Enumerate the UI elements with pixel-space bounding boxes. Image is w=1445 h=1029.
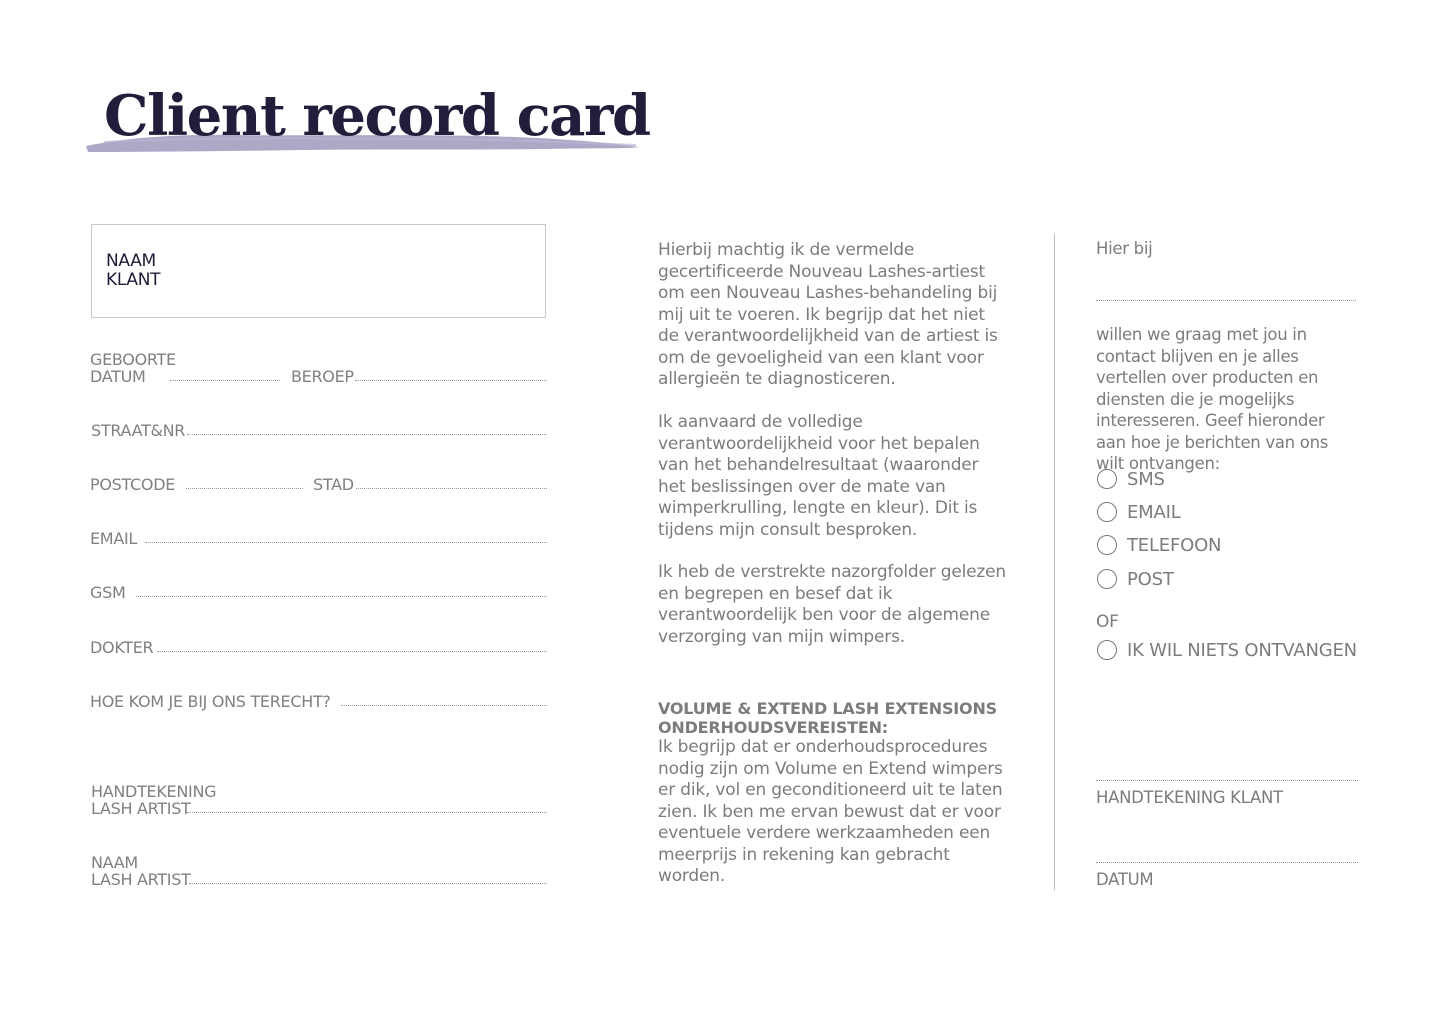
date-field[interactable]: [1096, 862, 1358, 863]
artist-signature-field[interactable]: [187, 812, 547, 813]
profession-field[interactable]: [355, 380, 547, 381]
aftercare-paragraph: Ik heb de verstrekte nazorgfolder gelezen en begrepen en besef dat ik verantwoordelijk ben voor de algemene verzorging van mijn wimpers.: [658, 562, 1006, 647]
maintenance-paragraph: Ik begrijp dat er onderhoudsprocedures nodig zijn om Volume en Extend wimpers er dik, vol en geconditioneerd uit te laten zien. Ik ben me ervan bewust dat er voor eventuele verdere werkzaamheden een meerprijs in rekening kan gebracht worden.: [658, 737, 1003, 886]
client-signature-field[interactable]: [1096, 780, 1358, 781]
doctor-label: DOKTER: [90, 638, 154, 657]
referral-source-field[interactable]: [341, 705, 547, 706]
referral-source-label: HOE KOM JE BIJ ONS TERECHT?: [90, 692, 331, 711]
none-option-label: IK WIL NIETS ONTVANGEN: [1127, 639, 1357, 661]
option-telefoon[interactable]: [1097, 533, 1221, 557]
client-signature-label: HANDTEKENING KLANT: [1096, 788, 1283, 807]
contact-preference-text: willen we graag met jou in contact blijven en je alles vertellen over producten en diensten die je mogelijks interesseren. Geef hieronder aan hoe je berichten van ons wilt ontvangen:: [1096, 325, 1329, 473]
email-field[interactable]: [145, 542, 547, 543]
birth-date-label: GEBOORTE DATUM: [90, 350, 176, 386]
authorization-paragraph: Hierbij machtig ik de vermelde gecertificeerde Nouveau Lashes-artiest om een Nouveau Lashes-behandeling bij mij uit te voeren. Ik begrijp dat het niet de verantwoordelijkheid van de artiest is om de gevoeligheid van een klant voor allergieën te diagnosticeren.: [658, 240, 998, 389]
email-option-label: EMAIL: [1127, 501, 1181, 523]
option-post[interactable]: [1097, 567, 1174, 591]
sms-label: SMS: [1127, 468, 1165, 490]
gsm-field[interactable]: [136, 596, 547, 597]
birth-date-field[interactable]: [170, 380, 280, 381]
post-label: POST: [1127, 568, 1174, 590]
artist-signature-label: HANDTEKENING LASH ARTIST: [91, 782, 217, 818]
street-field[interactable]: [187, 434, 547, 435]
email-label: EMAIL: [90, 529, 137, 548]
postcode-field[interactable]: [186, 488, 303, 489]
client-name-label: NAAM KLANT: [106, 251, 161, 290]
telefoon-label: TELEFOON: [1127, 534, 1222, 556]
city-label: STAD: [313, 475, 354, 494]
postcode-label: POSTCODE: [90, 475, 176, 494]
company-name-field[interactable]: [1096, 300, 1356, 301]
gsm-label: GSM: [90, 583, 126, 602]
city-field[interactable]: [356, 488, 547, 489]
maintenance-section: [658, 699, 1008, 888]
page-title: Client record card: [104, 83, 650, 149]
sms-radio[interactable]: [1097, 469, 1117, 489]
none-radio[interactable]: [1097, 640, 1117, 660]
doctor-field[interactable]: [157, 651, 547, 652]
maintenance-heading: VOLUME & EXTEND LASH EXTENSIONS ONDERHOUDSVEREISTEN:: [658, 699, 997, 737]
profession-label: BEROEP: [291, 367, 354, 386]
option-email[interactable]: [1097, 500, 1181, 524]
option-sms[interactable]: [1097, 467, 1165, 491]
option-none[interactable]: [1097, 638, 1357, 662]
column-divider: [1054, 234, 1055, 890]
or-label: OF: [1096, 612, 1119, 632]
telefoon-radio[interactable]: [1097, 535, 1117, 555]
client-name-box[interactable]: [91, 224, 546, 318]
street-label: STRAAT&NR: [91, 421, 186, 440]
email-radio[interactable]: [1097, 502, 1117, 522]
date-label: DATUM: [1096, 870, 1154, 889]
responsibility-paragraph: Ik aanvaard de volledige verantwoordelijkheid voor het bepalen van het behandelresultaat (waaronder het beslissingen over de mate van wimperkrulling, lengte en kleur). Dit is tijdens mijn consult besproken.: [658, 412, 980, 540]
artist-name-label: NAAM LASH ARTIST: [91, 853, 191, 889]
post-radio[interactable]: [1097, 569, 1117, 589]
artist-name-field[interactable]: [189, 883, 547, 884]
hier-bij-label: Hier bij: [1096, 239, 1153, 258]
